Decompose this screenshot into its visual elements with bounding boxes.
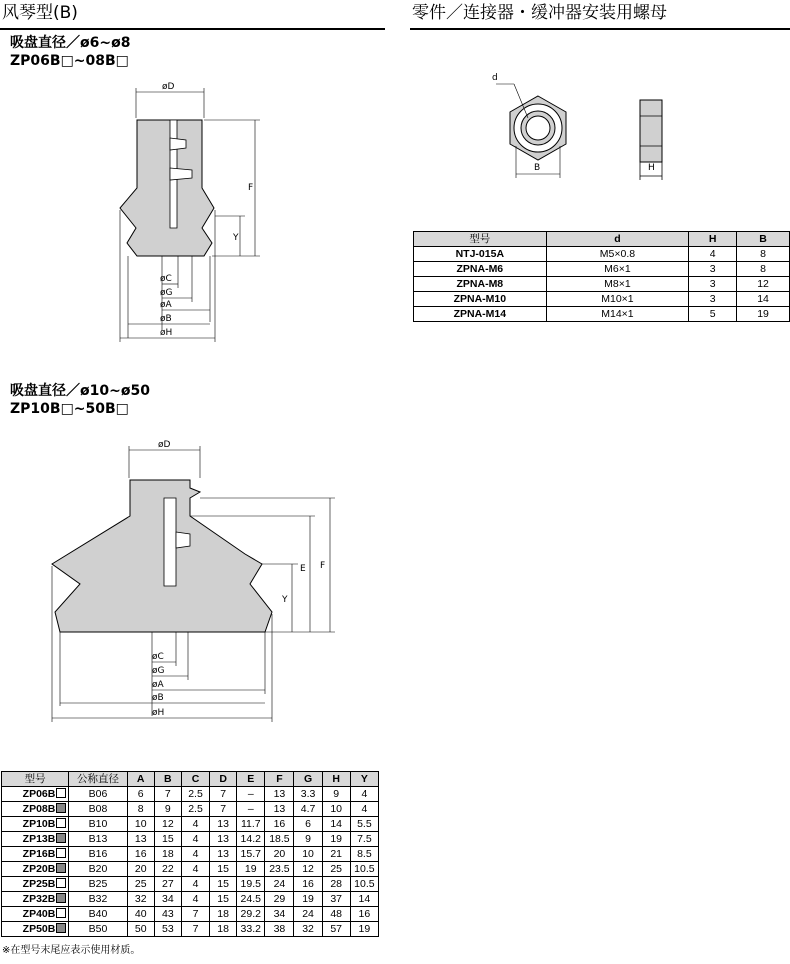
dim-cell: 33.2 [237,922,265,937]
dim-cell: 6 [294,817,322,832]
dim-cell: 7 [181,922,209,937]
dimension-table-header [2,772,379,787]
table-row [2,802,379,817]
nut-cell: ZPNA-M6 [414,262,547,277]
dim-cell: B10 [69,817,127,832]
nut-cell: 12 [737,277,790,292]
dim-cell: 50 [127,922,154,937]
dim-cell: 19 [322,832,350,847]
nut-col-b: B [737,232,790,247]
nut-cell: 19 [737,307,790,322]
dim-cell: 18 [210,922,237,937]
nut-col-h: H [689,232,737,247]
table-row [414,307,790,322]
material-box-icon [56,833,66,843]
dim-cell: 24.5 [237,892,265,907]
dim-cell: B06 [69,787,127,802]
dim-cell: 4 [181,817,209,832]
dim-cell: 4 [181,862,209,877]
dim-cell: 13 [127,832,154,847]
dim-cell [2,892,69,907]
section1-model: ZP06B□~08B□ [10,53,129,69]
dim-label-c-small: øC [160,274,172,284]
dim-cell: 22 [154,862,181,877]
section1-diameter: 吸盘直径／ø6~ø8 [10,35,131,51]
dim-cell [2,877,69,892]
table-row [414,262,790,277]
dim-label-h-large: øH [152,708,165,718]
dim-cell: 4 [181,847,209,862]
dim-cell: 32 [294,922,322,937]
dim-cell: B40 [69,907,127,922]
dim-cell: 7 [181,907,209,922]
nut-label-d: d [492,73,498,83]
material-box-icon [56,818,66,828]
nut-table [413,231,790,322]
nut-col-model: 型号 [414,232,547,247]
dim-cell: 13 [210,832,237,847]
dim-col-d: D [210,772,237,787]
dim-label-a-small: øA [160,300,172,310]
nut-cell: M14×1 [546,307,689,322]
left-section-header: 风琴型(B) [2,3,78,23]
dim-cell: 10 [294,847,322,862]
nut-cell: M8×1 [546,277,689,292]
table-row [2,832,379,847]
dim-cell: 14.2 [237,832,265,847]
dim-cell [2,862,69,877]
nut-cell: 8 [737,247,790,262]
dim-cell: 20 [127,862,154,877]
nut-cell: ZPNA-M8 [414,277,547,292]
dim-cell: 32 [127,892,154,907]
dim-col-c: C [181,772,209,787]
nut-label-b: B [534,163,541,173]
table-row [414,277,790,292]
nut-cell: 3 [689,277,737,292]
material-box-icon [56,848,66,858]
dim-col-g: G [294,772,322,787]
dim-cell: 6 [127,787,154,802]
dim-col-f: F [265,772,294,787]
dim-cell: 29 [265,892,294,907]
dim-col-e: E [237,772,265,787]
dim-cell: 20 [265,847,294,862]
dim-cell [2,847,69,862]
dim-label-d-large: øD [158,440,171,450]
dim-cell: 12 [154,817,181,832]
dim-label-f-large: F [320,561,326,571]
dim-col-a: A [127,772,154,787]
dim-cell: 3.3 [294,787,322,802]
dim-cell: 24 [294,907,322,922]
dim-cell: 23.5 [265,862,294,877]
right-section-header: 零件／连接器・缓冲器安装用螺母 [412,3,667,23]
model-code: ZP20B [22,863,56,875]
dim-cell: 19 [237,862,265,877]
dim-label-b-small: øB [160,314,172,324]
table-row [2,817,379,832]
dim-cell: 24 [265,877,294,892]
dim-cell: 27 [154,877,181,892]
dim-label-b-large: øB [152,693,164,703]
model-code: ZP13B [22,833,56,845]
dim-cell: 16 [265,817,294,832]
dim-cell: 7 [154,787,181,802]
dim-cell [2,802,69,817]
dim-cell: 13 [210,817,237,832]
dim-cell: 28 [322,877,350,892]
dim-cell [2,832,69,847]
dim-cell: 13 [210,847,237,862]
dim-cell [2,907,69,922]
dim-cell: 4 [181,877,209,892]
nut-cell: ZPNA-M14 [414,307,547,322]
dim-cell: 15.7 [237,847,265,862]
dim-cell: 10.5 [350,877,378,892]
model-code: ZP50B [22,923,56,935]
dim-cell: – [237,802,265,817]
dim-cell: B32 [69,892,127,907]
dim-cell: B13 [69,832,127,847]
nut-cell: NTJ-015A [414,247,547,262]
model-code: ZP25B [22,878,56,890]
dim-cell: 13 [265,802,294,817]
dim-cell: 15 [210,862,237,877]
table-row [2,892,379,907]
dim-label-e-large: E [300,564,306,574]
nut-cell: 14 [737,292,790,307]
dim-cell: 4.7 [294,802,322,817]
dim-cell: 29.2 [237,907,265,922]
dim-cell: 18 [210,907,237,922]
dim-cell: 5.5 [350,817,378,832]
table-row [2,787,379,802]
dim-cell: 37 [322,892,350,907]
model-code: ZP40B [22,908,56,920]
table-row [2,862,379,877]
dim-col-model: 型号 [2,772,69,787]
dim-cell: 15 [154,832,181,847]
material-box-icon [56,863,66,873]
footnote: ※在型号末尾应表示使用材质。 [2,945,141,956]
dim-cell: 25 [127,877,154,892]
large-bellows-drawing [40,436,340,726]
dim-col-b: B [154,772,181,787]
dim-cell: 25 [322,862,350,877]
dim-label-a-large: øA [152,680,164,690]
dim-cell: 10.5 [350,862,378,877]
nut-cell: 4 [689,247,737,262]
dim-cell: 19 [294,892,322,907]
nut-cell: M10×1 [546,292,689,307]
dim-cell: 57 [322,922,350,937]
dim-cell: B20 [69,862,127,877]
dim-cell: 48 [322,907,350,922]
dim-cell: 34 [265,907,294,922]
dim-cell: 18.5 [265,832,294,847]
dim-cell: 7 [210,802,237,817]
nut-cell: M5×0.8 [546,247,689,262]
dim-cell: 8.5 [350,847,378,862]
left-header-rule [0,28,385,30]
nut-front-view [488,68,588,186]
dim-cell: 19.5 [237,877,265,892]
right-header-rule [410,28,790,30]
dim-label-g-small: øG [160,288,173,298]
nut-label-h: H [648,163,655,173]
dim-cell: 15 [210,877,237,892]
dim-cell: 16 [294,877,322,892]
dim-label-f-small: F [248,183,254,193]
model-code: ZP32B [22,893,56,905]
dim-cell [2,817,69,832]
dim-label-c-large: øC [152,652,164,662]
dim-cell: 4 [350,802,378,817]
dim-cell: 9 [294,832,322,847]
nut-cell: ZPNA-M10 [414,292,547,307]
dim-cell: 4 [181,832,209,847]
dim-cell: 9 [322,787,350,802]
model-code: ZP16B [22,848,56,860]
dim-cell: 14 [350,892,378,907]
table-row [2,907,379,922]
dim-cell: 34 [154,892,181,907]
nut-col-d: d [546,232,689,247]
material-box-icon [56,788,66,798]
dim-cell: 13 [265,787,294,802]
dim-cell: 9 [154,802,181,817]
dim-cell [2,787,69,802]
section2-title [10,382,150,418]
nut-cell: 3 [689,292,737,307]
dim-cell [2,922,69,937]
dim-label-h-small: øH [160,328,173,338]
dim-cell: 18 [154,847,181,862]
model-code: ZP10B [22,818,56,830]
dim-cell: B08 [69,802,127,817]
dim-cell: 10 [127,817,154,832]
dim-cell: 21 [322,847,350,862]
dim-cell: 7 [210,787,237,802]
model-code: ZP06B [22,788,56,800]
dim-cell: 16 [350,907,378,922]
material-box-icon [56,803,66,813]
dim-label-y-large: Y [282,595,288,605]
section2-diameter: 吸盘直径／ø10~ø50 [10,383,150,399]
dim-cell: 15 [210,892,237,907]
dim-cell: 2.5 [181,802,209,817]
model-code: ZP08B [22,803,56,815]
table-row [414,247,790,262]
dim-cell: 2.5 [181,787,209,802]
nut-cell: 3 [689,262,737,277]
dim-cell: 19 [350,922,378,937]
dim-cell: 40 [127,907,154,922]
material-box-icon [56,923,66,933]
table-row [2,922,379,937]
nut-table-header [414,232,790,247]
dim-cell: 7.5 [350,832,378,847]
dim-cell: 10 [322,802,350,817]
dim-cell: B16 [69,847,127,862]
dim-cell: 53 [154,922,181,937]
dim-col-h: H [322,772,350,787]
dim-label-g-large: øG [152,666,165,676]
nut-side-view [630,90,680,186]
table-row [414,292,790,307]
dim-cell: 16 [127,847,154,862]
section2-model: ZP10B□~50B□ [10,401,129,417]
dim-label-d-top: øD [162,82,175,92]
dim-cell: 43 [154,907,181,922]
dim-cell: 14 [322,817,350,832]
nut-cell: M6×1 [546,262,689,277]
dim-cell: 12 [294,862,322,877]
table-row [2,847,379,862]
dim-cell: 8 [127,802,154,817]
material-box-icon [56,893,66,903]
dim-cell: B25 [69,877,127,892]
small-bellows-drawing [100,78,270,348]
dim-cell: 4 [350,787,378,802]
nut-cell: 8 [737,262,790,277]
dim-cell: – [237,787,265,802]
dim-col-nominal: 公称直径 [69,772,127,787]
nut-cell: 5 [689,307,737,322]
table-row [2,877,379,892]
dim-label-y-small: Y [233,233,239,243]
dim-cell: 38 [265,922,294,937]
section1-title [10,34,130,70]
dim-col-y: Y [350,772,378,787]
dim-cell: B50 [69,922,127,937]
material-box-icon [56,878,66,888]
material-box-icon [56,908,66,918]
dim-cell: 4 [181,892,209,907]
dimension-table [1,771,379,937]
dim-cell: 11.7 [237,817,265,832]
